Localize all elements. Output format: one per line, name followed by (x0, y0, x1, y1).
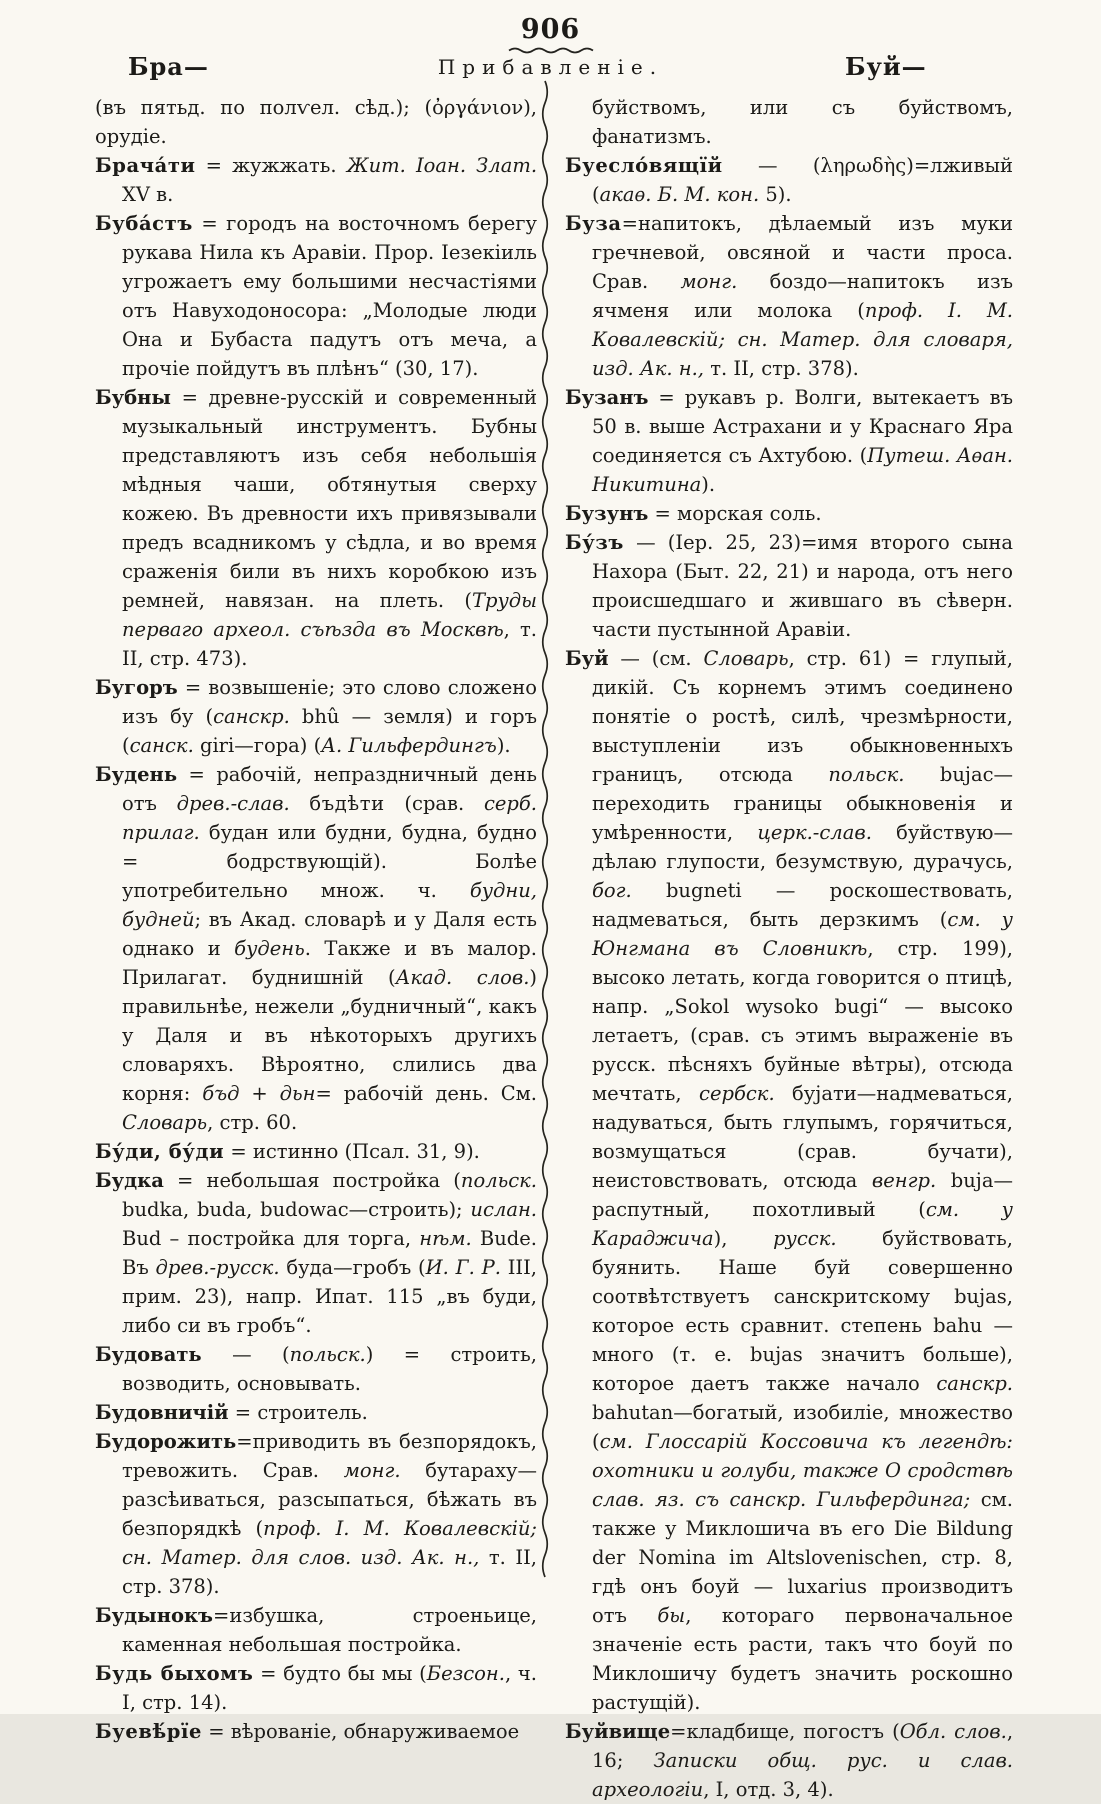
entry-text: бъд + дьн (202, 1082, 316, 1105)
entry-text: Акад. слов. (395, 966, 530, 989)
entry-text: Bud – постройка для торга, (122, 1227, 420, 1250)
entry-text: 5). (759, 183, 792, 206)
entry-text: Словарь (122, 1111, 208, 1134)
running-head (0, 14, 1101, 55)
headword: Будынокъ (95, 1604, 214, 1627)
headword: Будорожить (95, 1430, 237, 1453)
entry-text: =приводить въ безпорядокъ, тревожить. Срав. (122, 1430, 537, 1482)
entry-text: ) = строить, возводить, основывать. (122, 1343, 537, 1395)
dictionary-entry (565, 151, 1013, 209)
entry-text: буйствомъ, или съ буйствомъ, фанатизмъ. (592, 96, 1013, 148)
entry-text: санск. (129, 734, 194, 757)
dictionary-entry (565, 93, 1013, 151)
entry-text: — ( (201, 1343, 290, 1366)
entry-text: (въ пятьд. по полѵел. сѣд.); (ὀργάνιον), орудіе. (95, 96, 537, 148)
entry-text: , ч. I, стр. 14). (122, 1662, 537, 1714)
entry-text: будень (234, 937, 305, 960)
entry-text: т. II, стр. 378). (704, 357, 859, 380)
entry-text: XV в. (122, 183, 174, 206)
entry-text: русск. (773, 1227, 837, 1250)
text-area (0, 93, 1101, 1801)
entry-text: = морская соль. (648, 502, 822, 525)
entry-text: см. у Юнгмана въ Словникѣ (592, 908, 1013, 960)
dictionary-entry (565, 644, 1013, 1717)
entry-text: = рабочій день. См. (315, 1082, 537, 1105)
entry-text: Труды перваго археол. съѣзда въ Москвѣ (122, 589, 537, 641)
headword: Буйвище (565, 1720, 671, 1743)
entry-text: = будто бы мы ( (253, 1662, 427, 1685)
headword: Бузанъ (565, 386, 649, 409)
entry-text: акаѳ. Б. М. кон. (599, 183, 760, 206)
dictionary-entry (95, 1717, 537, 1746)
entry-text: бутараху—разсѣиваться, разсыпаться, бѣжать въ безпорядкѣ ( (122, 1459, 538, 1540)
entry-text: Обл. слов. (899, 1720, 1007, 1743)
headword: Бузунъ (565, 502, 649, 525)
dictionary-entry (95, 1137, 537, 1166)
entry-text: bhû — земля) и горъ ( (122, 705, 537, 757)
entry-text: = рукавъ р. Волги, вытекаетъ въ 50 в. выше Астрахани и у Краснаго Яра соединяется съ Ахтубою. ( (592, 386, 1013, 467)
entry-text: =напитокъ, дѣлаемый изъ муки гречневой, овсяной и части проса. Срав. (592, 212, 1013, 293)
entry-text: , I, отд. 3, 4). (703, 1778, 834, 1801)
entry-text: = вѣрованіе, обнаруживаемое (202, 1720, 520, 1743)
left-column (95, 93, 537, 1746)
entry-text: буда—гробъ ( (279, 1256, 426, 1279)
headword: Брача́ти (95, 154, 196, 177)
entry-text: , стр. 199), высоко летать, когда говорится о птицѣ, напр. „Sokol wysoko bugi“ — высоко летаетъ, (срав. съ этимъ выраженіе въ русск. пѣсняхъ буйные вѣтры), отсюда мечтать, (592, 937, 1014, 1105)
entry-text: монг. (343, 1459, 401, 1482)
entry-text: = возвышеніе; это слово сложено изъ бу ( (122, 676, 537, 728)
entry-text: Словарь (703, 647, 789, 670)
entry-text: польск. (460, 1169, 537, 1192)
entry-text: санскр. (936, 1372, 1013, 1395)
entry-text: см. также у Миклошича въ его Die Bildung der Nomina im Altslovenischen, стр. 8, гдѣ онъ боуй — luxarius производитъ отъ (592, 1488, 1013, 1627)
entry-text: будни, будней (122, 879, 537, 931)
entry-text: Записки общ. рус. и слав. археологіи (592, 1749, 1013, 1801)
entry-text: проф. І. М. Ковалевскій; сн. Матер. для слов. изд. Ак. н., (122, 1517, 538, 1569)
entry-text (290, 792, 310, 815)
entry-text: . Также и въ малор. Прилагат. буднишній ( (122, 937, 537, 989)
dictionary-entry (565, 528, 1013, 644)
dictionary-entry (95, 1659, 537, 1717)
entry-text: боздо—напитокъ изъ ячменя или молока ( (592, 270, 1013, 322)
headword: Будовать (95, 1343, 202, 1366)
dictionary-entry (95, 151, 537, 209)
entry-text: буйствовать, буянить. Наше буй совершенно соотвѣтствуетъ санскритскому bujas, которое есть сравнит. степень bahu — много (т. е. bujas значитъ больше), которое даетъ также начало (592, 1227, 1013, 1395)
entry-text: — (см. (608, 647, 704, 670)
entry-text: (срав. (384, 792, 484, 815)
section-title: Прибавленіе. (437, 55, 664, 79)
entry-text: bugneti — роскошествовать, надмеваться, быть дерзкимъ ( (592, 879, 1013, 931)
dictionary-entry (95, 1601, 537, 1659)
entry-text: польск. (828, 763, 905, 786)
entry-text: ислан. (470, 1198, 537, 1221)
entry-text: Путеш. Аѳан. Никитина (592, 444, 1013, 496)
headword: Буй (565, 647, 609, 670)
entry-text: buja—распутный, похотливый ( (592, 1169, 1013, 1221)
entry-text: = истинно (Псал. 31, 9). (224, 1140, 480, 1163)
entry-text: , т. II, стр. 473). (122, 618, 537, 670)
entry-text: церк.-слав. (757, 821, 872, 844)
entry-text: ). (701, 473, 716, 496)
entry-text: bahutan—богатый, изобиліе, множество ( (592, 1401, 1013, 1453)
entry-text: т. II, стр. 378). (122, 1546, 537, 1598)
entry-text: сербск. (699, 1082, 775, 1105)
right-column (565, 93, 1013, 1804)
headword: Бугоръ (95, 676, 178, 699)
dictionary-entry (95, 383, 537, 673)
headword: Будовничій (95, 1401, 229, 1424)
entry-text: = рабочій, непраздничный день отъ (122, 763, 537, 815)
entry-text: ). (496, 734, 511, 757)
headword: Буевѣ́рїе (95, 1720, 203, 1743)
dictionary-entry (95, 1166, 537, 1340)
dictionary-entry (565, 1717, 1013, 1804)
entry-text: А. Гильфердингъ (321, 734, 497, 757)
entry-text: — (ληρωδὴς)=лживый ( (592, 154, 1013, 206)
dictionary-entry (95, 209, 537, 383)
dictionary-entry (95, 1427, 537, 1601)
headword: Бубны (95, 386, 171, 409)
entry-text: ) правильнѣе, нежели „будничный“, какъ у Даля и въ нѣкоторыхъ другихъ словаряхъ. Вѣроятно, слились два корня: (122, 966, 538, 1105)
dictionary-entry (95, 93, 537, 151)
dictionary-entry (95, 673, 537, 760)
entry-text: нѣм. (419, 1227, 472, 1250)
dictionary-entry (565, 499, 1013, 528)
entry-text: проф. І. М. Ковалевскій; сн. Матер. для словаря, изд. Ак. н., (592, 299, 1013, 380)
entry-text: bujac—переходить границы обыкновенія и умѣренности, (592, 763, 1013, 844)
dictionary-entry (95, 1398, 537, 1427)
entry-text: И. Г. Р. (425, 1256, 501, 1279)
entry-text: санскр. (213, 705, 290, 728)
entry-text: буjати—надмеваться, надуваться, быть глупымъ, горячиться, возмущаться (срав. бучати), неистовствовать, отсюда (592, 1082, 1013, 1192)
headword: Будень (95, 763, 178, 786)
headword: Буба́стъ (95, 212, 193, 235)
catchword-left: Бра— (128, 52, 209, 81)
entry-text: Безсон. (426, 1662, 505, 1685)
entry-text: бы (657, 1604, 686, 1627)
entry-text: бъдѣти (309, 792, 385, 815)
entry-text: = строитель. (228, 1401, 368, 1424)
headword: Бу́зъ (565, 531, 624, 554)
headword: Будь быхомъ (95, 1662, 254, 1685)
entry-text: = древне-русскій и современный музыкальный инструментъ. Бубны представляютъ изъ себя небольшія мѣдныя чаши, обтянутыя сверху кожею. Въ древности ихъ привязывали предъ всадникомъ у сѣдла, и во время сраженія били въ нихъ коробкою изъ ремней, навязан. на плеть. ( (122, 386, 537, 612)
entry-text: ), (713, 1227, 774, 1250)
headword: Буесло́вящїй (565, 154, 723, 177)
entry-text: монг. (680, 270, 738, 293)
entry-text: = небольшая постройка ( (163, 1169, 461, 1192)
headword: Буза (565, 212, 622, 235)
catchword-row (0, 52, 1101, 82)
entry-text: венгр. (871, 1169, 937, 1192)
entry-text: budka, buda, budowac—строить); (122, 1198, 471, 1221)
column-divider-icon (537, 81, 553, 1581)
entry-text: = городъ на восточномъ берегу рукава Нила къ Аравіи. Прор. Іезекіиль угрожаетъ ему большими несчастіями отъ Навуходоносора: „Молодые люди Она и Бубаста падутъ отъ меча, а прочіе пойдутъ въ плѣнъ“ (30, 17). (122, 212, 537, 380)
entry-text: =кладбище, погостъ ( (670, 1720, 900, 1743)
entry-text: ; въ Акад. словарѣ и у Даля есть однако и (122, 908, 537, 960)
entry-text: = жужжать. (195, 154, 347, 177)
entry-text: см. у Караджича (592, 1198, 1013, 1250)
page-number: 906 (520, 14, 581, 45)
entry-text: — (Іер. 25, 23)=имя второго сына Нахора (Быт. 22, 21) и народа, отъ него происшедшаго и жившаго въ сѣверн. части пустынной Аравіи. (592, 531, 1013, 641)
dictionary-entry (95, 760, 537, 1137)
catchword-right: Буй— (845, 52, 927, 81)
headword: Будка (95, 1169, 164, 1192)
entry-text: III, прим. 23), напр. Ипат. 115 „въ буди, либо си въ гробъ“. (122, 1256, 538, 1337)
entry-text: Bude. Въ (122, 1227, 537, 1279)
entry-text: см. Глоссарій Коссовича къ легендѣ: охотники и голуби, также О сродствѣ слав. яз. съ санскр. Гильфердинга; (592, 1430, 1013, 1511)
dictionary-entry (565, 209, 1013, 383)
entry-text: , стр. 60. (207, 1111, 298, 1134)
entry-text: , 16; (592, 1720, 1014, 1772)
entry-text: будан или будни, будна, будно = бодрствующій). Болѣе употребительно множ. ч. (122, 821, 537, 902)
entry-text: giri—гора) ( (193, 734, 322, 757)
entry-text: бог. (592, 879, 632, 902)
headword: Бу́ди, бу́ди (95, 1140, 225, 1163)
entry-text: =избушка, строеньице, каменная небольшая постройка. (122, 1604, 537, 1656)
entry-text: древ.-слав. (176, 792, 290, 815)
entry-text: древ.-русск. (155, 1256, 280, 1279)
entry-text: Жит. Іоан. Злат. (346, 154, 538, 177)
entry-text: буйствую—дѣлаю глупости, безумствую, дурачусь, (592, 821, 1014, 873)
entry-text: , котораго первоначальное значеніе есть расти, такъ что боуй по Миклошичу будетъ значить роскошно растущій). (592, 1604, 1013, 1714)
dictionary-entry (565, 383, 1013, 499)
dictionary-entry (95, 1340, 537, 1398)
entry-text: , стр. 61) = глупый, дикій. Съ корнемъ этимъ соединено понятіе о ростѣ, силѣ, чрезмѣрности, выступленіи изъ обыкновенныхъ границъ, отсюда (592, 647, 1013, 786)
entry-text: польск. (289, 1343, 366, 1366)
entry-text: серб. прилаг. (122, 792, 537, 844)
